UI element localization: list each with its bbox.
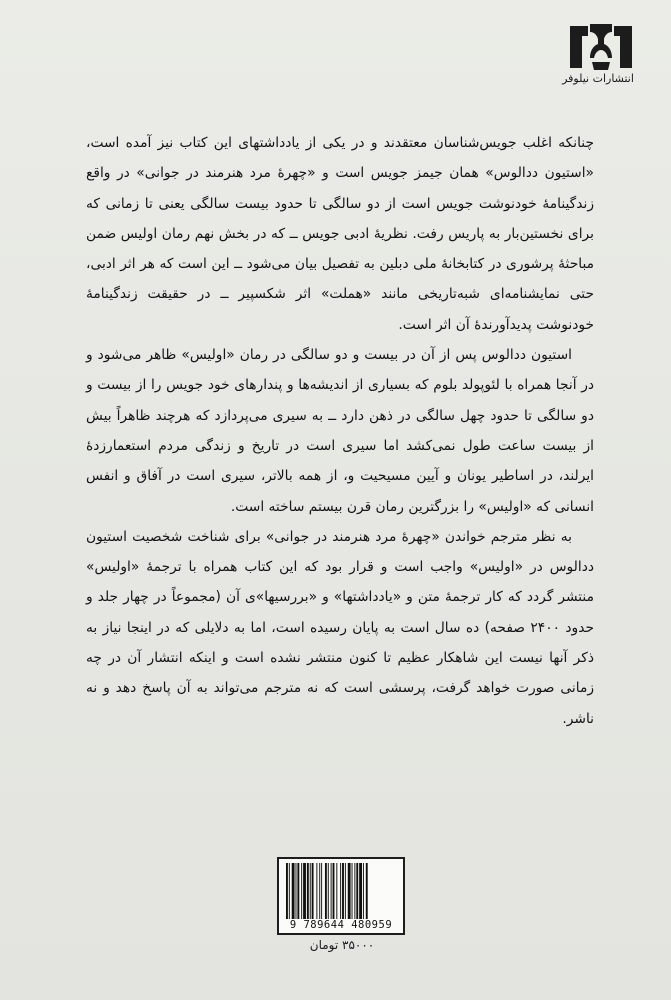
barcode-bar: [292, 863, 295, 919]
barcode-bar: [342, 863, 344, 919]
barcode-bar: [289, 863, 290, 919]
barcode-bar: [354, 863, 355, 919]
barcode-bar: [312, 863, 314, 919]
paragraph-2: استیون ددالوس پس از آن در بیست و دو سالگی در رمان «اولیس» ظاهر می‌شود و در آنجا همراه با لئوپولد بلوم که بسیاری از اندیشه‌ها و پندارهای خود جویس را از بیست و دو سالگی تا حدود چهل سالگی در ذهن دارد ــ به سیری می‌پردازد که هرچند ظاهراً بیش از بیست ساعت طول نمی‌کشد اما سیری است در تاریخ و زندگی مردم استعمارزدهٔ ایرلند، در اساطیر یونان و آیین مسیحیت و، از همه بالاتر، سیری است در آفاق و انفس انسانی که «اولیس» را بزرگترین رمان قرن بیستم ساخته است.: [86, 347, 594, 515]
barcode-bar: [328, 863, 329, 919]
isbn-number: 9 789644 480959: [289, 919, 393, 931]
barcode-bar: [297, 863, 299, 919]
barcode-bar: [352, 863, 353, 919]
publisher-name: انتشارات نیلوفر: [562, 72, 634, 85]
barcode-bar: [345, 863, 346, 919]
blurb-text: [86, 128, 594, 734]
barcode-bar: [356, 863, 358, 919]
barcode-bar: [296, 863, 297, 919]
paragraph-3: به نظر مترجم خواندن «چهرهٔ مرد هنرمند در جوانی» برای شناخت شخصیت استیون ددالوس در «اولیس» واجب است و قرار بود که این کتاب همراه با ترجمهٔ «اولیس» منتشر گردد که کار ترجمهٔ متن و «یادداشتها» و «بررسیها»ی آن (مجموعاً در چهار جلد و حدود ۲۴۰۰ صفحه) ده سال است به پایان رسیده است، اما به دلایلی که در اینجا نیاز به ذکر آنها نیست این شاهکار عظیم تا کنون منتشر نشده است و اینکه انتشار آن در چه زمانی صورت خواهد گرفت، پرسشی است که نه مترجم می‌تواند به آن پاسخ دهد و نه ناشر.: [86, 528, 594, 727]
barcode-bar: [363, 863, 364, 919]
barcode-bar: [319, 863, 320, 919]
barcode-bar: [286, 863, 288, 919]
barcode-bar: [366, 863, 368, 919]
barcode-bar: [333, 863, 335, 919]
barcode-bar: [316, 863, 317, 919]
barcode-bar: [307, 863, 309, 919]
barcode-bar: [321, 863, 322, 919]
barcode-bar: [303, 863, 306, 919]
price-label: ۳۵۰۰۰ تومان: [309, 938, 375, 952]
barcode-bar: [310, 863, 311, 919]
barcode-bar: [348, 863, 351, 919]
barcode-bars: [286, 863, 398, 921]
barcode-bar: [301, 863, 302, 919]
barcode-bar: [340, 863, 341, 919]
barcode-bar: [325, 863, 327, 919]
paragraph-1: چنانکه اغلب جویس‌شناسان معتقدند و در یکی از یادداشتهای این کتاب نیز آمده است، «استیون ددالوس» همان جیمز جویس است و «چهرهٔ مرد هنرمند در جوانی» در واقع زندگینامهٔ خودنوشت جویس است از دو سالگی تا حدود بیست سالگی یعنی تا زمانی که برای نخستین‌بار به پاریس رفت. نظریهٔ ادبی جویس ــ که در بخش نهم رمان اولیس ضمن مباحثهٔ پرشوری در کتابخانهٔ ملی دبلین به تفصیل بیان می‌شود ــ این است که هر اثر ادبی، حتی نمایشنامه‌ای شبه‌تاریخی مانند «هملت» اثر شکسپیر ــ در حقیقت زندگینامهٔ خودنوشت پدیدآورندهٔ آن اثر است.: [86, 135, 594, 333]
barcode-bar: [359, 863, 362, 919]
barcode-bar: [331, 863, 332, 919]
barcode-bar: [336, 863, 337, 919]
isbn-barcode: [277, 857, 405, 935]
